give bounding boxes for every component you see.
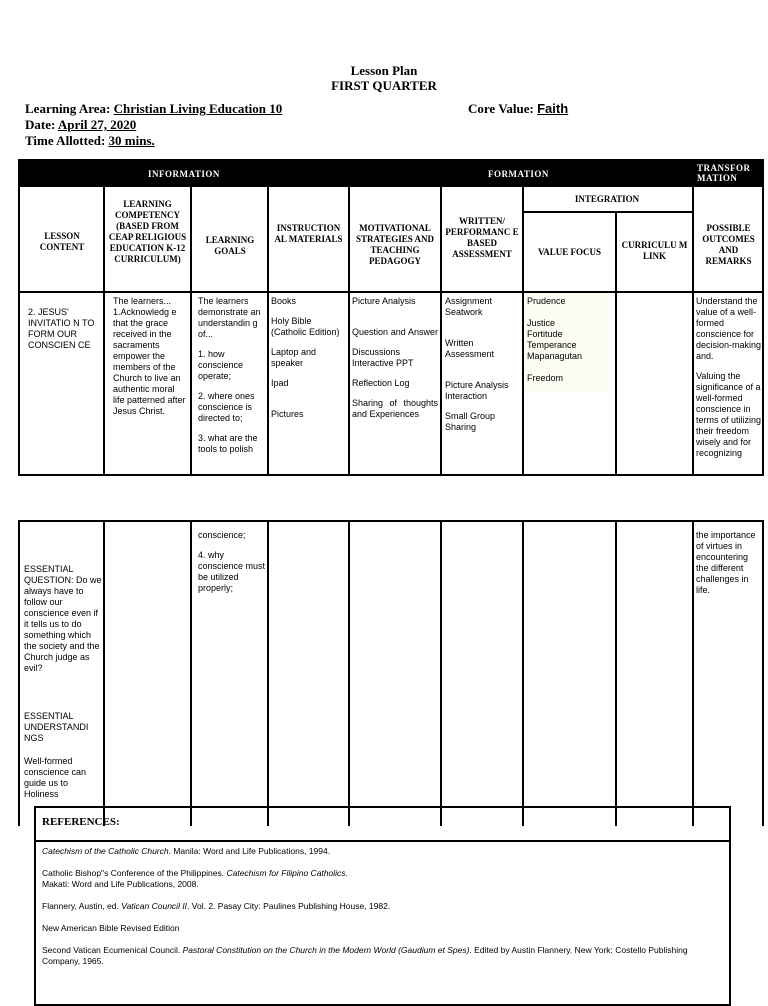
- reference-5: Second Vatican Ecumenical Council. Pastoral Constitution on the Church in the Modern World (Gaudium et Spes). Edited by Austin Flannery. New York: Costello Publishing Company, 1965.: [42, 945, 688, 966]
- goal-4: 4. why conscience must be utilized properly;: [198, 550, 266, 593]
- strategy-item: Picture Analysis: [352, 296, 416, 306]
- value-item: Mapanagutan: [527, 351, 583, 361]
- goals-cell-continued: [198, 530, 266, 603]
- essential-understandings-text: Well-formed conscience can guide us to Holiness: [24, 756, 87, 799]
- date: [25, 117, 136, 132]
- core-value-value: Faith: [537, 101, 569, 116]
- reference-3: Flannery, Austin, ed. Vatican Council II. Vol. 2. Pasay City: Paulines Publishing House, 1982.: [42, 901, 391, 911]
- strategy-item: Discussions Interactive PPT: [352, 347, 414, 368]
- materials-cell: [271, 296, 345, 420]
- material-item: Ipad: [271, 378, 289, 388]
- outcome-1: Understand the value of a well-formed conscience for decision-making and.: [696, 296, 762, 361]
- value-item: Temperance: [527, 340, 577, 350]
- reference-4: New American Bible Revised Edition: [42, 923, 180, 933]
- col-possible-outcomes: POSSIBLE OUTCOMES AND REMARKS: [702, 223, 755, 266]
- col-instructional-materials: INSTRUCTION AL MATERIALS: [274, 223, 343, 244]
- essential-understandings-heading: ESSENTIAL UNDERSTANDI NGS: [24, 711, 89, 743]
- col-curriculum-link: CURRICULU M LINK: [621, 240, 688, 261]
- value-focus-cell: [527, 296, 611, 384]
- outcomes-cell: [696, 296, 762, 474]
- time-allotted: [25, 133, 155, 148]
- goals-intro: The learners demonstrate an understandin g of...: [198, 296, 261, 339]
- band-information: INFORMATION: [148, 169, 220, 179]
- goal-3-continued: conscience;: [198, 530, 246, 540]
- col-assessment: WRITTEN/ PERFORMANC E BASED ASSESSMENT: [445, 216, 519, 259]
- assessment-cell: [445, 296, 521, 433]
- col-learning-goals: LEARNING GOALS: [205, 235, 255, 256]
- value-item: Freedom: [527, 373, 564, 383]
- goal-3: 3. what are the tools to polish: [198, 433, 258, 454]
- competency-cell: The learners... 1.Acknowledg e that the grace received in the sacraments empower the members of the Church to live an authentic moral life patterned after Jesus Christ.: [113, 296, 186, 416]
- goal-2: 2. where ones conscience is directed to;: [198, 391, 255, 423]
- quarter-heading: FIRST QUARTER: [331, 78, 437, 93]
- lesson-content-cell: 2. JESUS' INVITATIO N TO FORM OUR CONSCIEN CE: [28, 307, 95, 350]
- assessment-item: Picture Analysis Interaction: [445, 380, 509, 401]
- time-value: 30 mins.: [108, 133, 155, 148]
- value-item: Justice: [527, 318, 556, 328]
- outcome-2: Valuing the significance of a well-formed conscience in terms of utilizing their freedom wisely and for recognizing: [696, 371, 762, 458]
- col-motivational-strategies: MOTIVATIONAL STRATEGIES AND TEACHING PEDAGOGY: [355, 223, 435, 266]
- col-lesson-content: LESSON CONTENT: [39, 231, 85, 252]
- references-box: [34, 806, 731, 1006]
- time-label: Time Allotted:: [25, 133, 106, 148]
- date-label: Date:: [25, 117, 56, 132]
- reference-1: Catechism of the Catholic Church. Manila: Word and Life Publications, 1994.: [42, 846, 331, 856]
- learning-area-label: Learning Area:: [25, 101, 111, 116]
- col-value-focus: VALUE FOCUS: [537, 247, 602, 257]
- references-list: [42, 846, 726, 978]
- references-title: REFERENCES:: [42, 816, 120, 828]
- reference-2: Catholic Bishop"s Conference of the Philippines. Catechism for Filipino Catholics. Makati: Word and Life Publications, 2008.: [42, 868, 348, 889]
- strategy-item: Reflection Log: [352, 378, 410, 388]
- lesson-plan-table-continued: [18, 520, 764, 826]
- material-item: Pictures: [271, 409, 304, 419]
- essential-question: ESSENTIAL QUESTION: Do we always have to follow our conscience even if it tells us to do something which the society and the Church judge as evil?: [24, 564, 102, 673]
- learning-area-value: Christian Living Education 10: [113, 101, 283, 116]
- value-item: Prudence: [527, 296, 566, 306]
- band-formation: FORMATION: [488, 169, 549, 179]
- lesson-plan-table: [18, 159, 764, 476]
- goal-1: 1. how conscience operate;: [198, 349, 244, 381]
- document-title: Lesson Plan: [350, 63, 418, 78]
- strategies-cell: [352, 296, 438, 420]
- assessment-item: Written Assessment: [445, 338, 495, 359]
- value-item: Fortitude: [527, 329, 563, 339]
- band-transformation: TRANSFOR MATION: [697, 163, 751, 183]
- material-item: Holy Bible (Catholic Edition): [271, 316, 340, 337]
- outcomes-cell-continued: the importance of virtues in encountering the different challenges in life.: [696, 530, 756, 595]
- core-value: [468, 101, 568, 116]
- material-item: Books: [271, 296, 297, 306]
- table-band: [20, 161, 762, 187]
- col-learning-competency: LEARNING COMPETENCY (BASED FROM CEAP RELIGIOUS EDUCATION K-12 CURRICULUM): [108, 199, 187, 264]
- integration-header: INTEGRATION: [574, 194, 640, 204]
- learning-area: [25, 101, 282, 116]
- core-value-label: Core Value:: [468, 101, 534, 116]
- strategy-item: Sharing of thoughts and Experiences: [352, 398, 438, 419]
- date-value: April 27, 2020: [57, 117, 137, 132]
- material-item: Laptop and speaker: [271, 347, 317, 368]
- goals-cell: [198, 296, 266, 474]
- strategy-item: Question and Answer: [352, 327, 438, 337]
- assessment-item: Assignment Seatwork: [445, 296, 493, 317]
- assessment-item: Small Group Sharing: [445, 411, 496, 432]
